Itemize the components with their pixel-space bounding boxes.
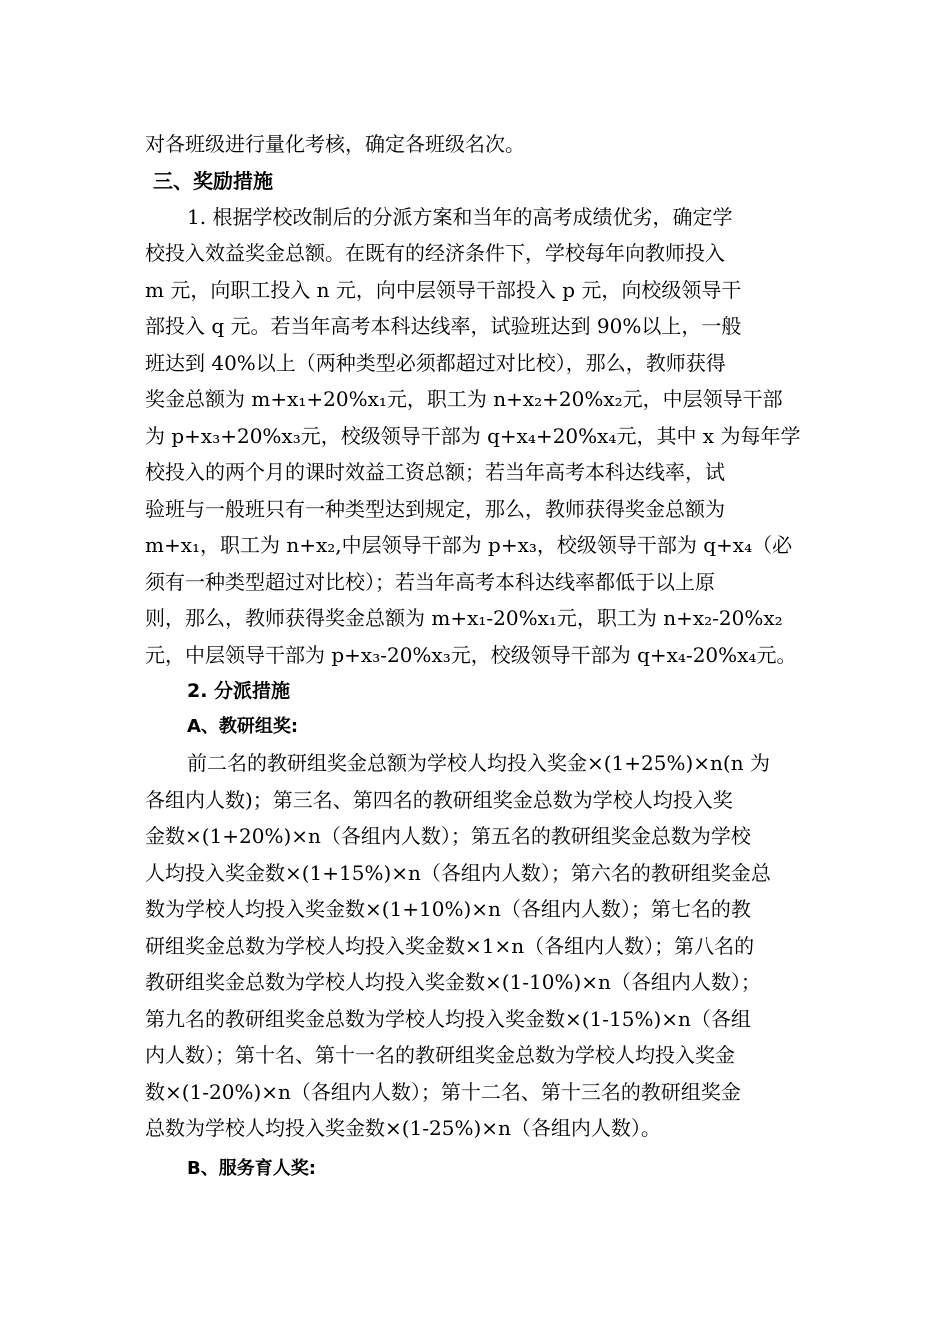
paragraph-line: 校投入的两个月的课时效益工资总额；若当年高考本科达线率，试 <box>145 460 725 484</box>
paragraph-line: 为 p+x₃+20%x₃元，校级领导干部为 q+x₄+20%x₄元，其中 x 为每年学 <box>145 423 801 448</box>
paragraph-line: 对各班级进行量化考核，确定各班级名次。 <box>145 132 525 156</box>
paragraph-line: 数×(1-20%)×n（各组内人数）；第十二名、第十三名的教研组奖金 <box>145 1079 741 1104</box>
paragraph-line: 教研组奖金总数为学校人均投入奖金数×(1-10%)×n（各组内人数）； <box>145 970 761 994</box>
subsection-heading: B、服务育人奖: <box>187 1157 316 1179</box>
paragraph-line: m 元，向职工投入 n 元，向中层领导干部投入 p 元，向校级领导干 <box>145 277 742 302</box>
paragraph-line: 班达到 40%以上（两种类型必须都超过对比校），那么，教师获得 <box>145 350 726 375</box>
paragraph-line: 总数为学校人均投入奖金数×(1-25%)×n（各组内人数）。 <box>145 1116 661 1140</box>
paragraph-line: 奖金总额为 m+x₁+20%x₁元，职工为 n+x₂+20%x₂元，中层领导干部 <box>145 387 783 411</box>
document-body <box>145 126 805 1187</box>
paragraph-line: 各组内人数)；第三名、第四名的教研组奖金总数为学校人均投入奖 <box>145 787 733 812</box>
subsection-heading: A、教研组奖: <box>187 716 299 737</box>
paragraph-line: 部投入 q 元。若当年高考本科达线率，试验班达到 90%以上，一般 <box>145 314 742 338</box>
paragraph-line: 元，中层领导干部为 p+x₃-20%x₃元，校级领导干部为 q+x₄-20%x₄元。 <box>145 642 797 667</box>
paragraph-line: 前二名的教研组奖金总额为学校人均投入奖金×(1+25%)×n(n 为 <box>187 751 770 775</box>
paragraph-line: 验班与一般班只有一种类型达到规定，那么，教师获得奖金总额为 <box>145 496 725 521</box>
paragraph-line: 1. 根据学校改制后的分派方案和当年的高考成绩优劣，确定学 <box>187 204 733 229</box>
section-heading: 三、奖励措施 <box>153 168 273 193</box>
paragraph-line: 内人数）；第十名、第十一名的教研组奖金总数为学校人均投入奖金 <box>145 1043 735 1067</box>
paragraph-line: m+x₁，职工为 n+x₂,中层领导干部为 p+x₃，校级领导干部为 q+x₄（必 <box>145 533 793 557</box>
paragraph-line: 校投入效益奖金总额。在既有的经济条件下，学校每年向教师投入 <box>145 241 725 265</box>
paragraph-line: 研组奖金总数为学校人均投入奖金数×1×n（各组内人数）；第八名的 <box>145 933 755 958</box>
paragraph-line: 则，那么，教师获得奖金总额为 m+x₁-20%x₁元，职工为 n+x₂-20%x₂ <box>145 606 783 630</box>
paragraph-line: 人均投入奖金数×(1+15%)×n（各组内人数）；第六名的教研组奖金总 <box>145 860 771 885</box>
paragraph-line: 第九名的教研组奖金总数为学校人均投入奖金数×(1-15%)×n（各组 <box>145 1006 751 1031</box>
paragraph-line: 须有一种类型超过对比校）；若当年高考本科达线率都低于以上原 <box>145 569 715 594</box>
paragraph-line: 金数×(1+20%)×n（各组内人数）；第五名的教研组奖金总数为学校 <box>145 824 751 848</box>
subsection-heading: 2. 分派措施 <box>187 680 291 702</box>
paragraph-line: 数为学校人均投入奖金数×(1+10%)×n（各组内人数）；第七名的教 <box>145 897 751 921</box>
